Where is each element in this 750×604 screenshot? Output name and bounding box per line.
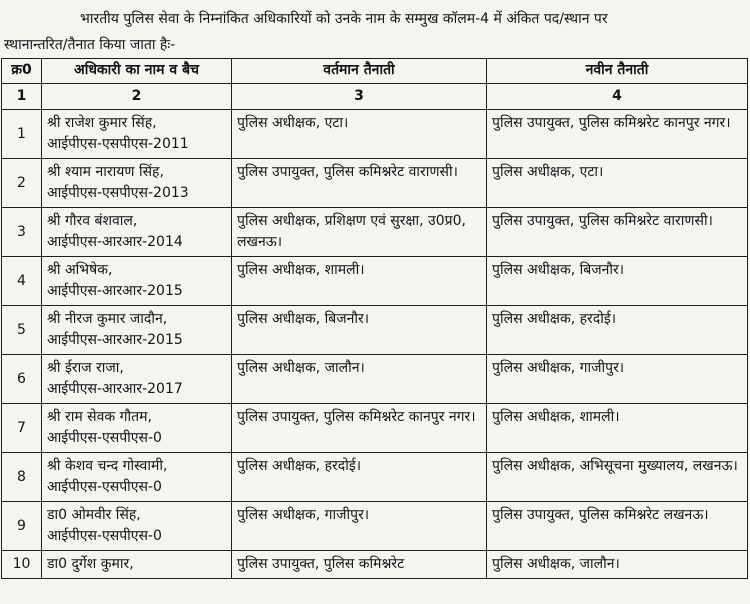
officer-name: श्री श्याम नारायण सिंह,: [47, 164, 164, 180]
column-number: 4: [487, 84, 748, 110]
officer-cell: [42, 355, 232, 404]
intro-paragraph: [4, 6, 744, 58]
current-posting-cell: पुलिस उपायुक्त, पुलिस कमिश्नरेट: [232, 551, 487, 579]
serial-cell: 8: [2, 453, 42, 502]
officer-batch: आईपीएस-एसपीएस-0: [47, 528, 162, 544]
officer-name: श्री अभिषेक,: [47, 262, 113, 278]
table-row: [2, 404, 748, 453]
current-posting-cell: पुलिस अधीक्षक, हरदोई।: [232, 453, 487, 502]
officer-name: डा0 दुर्गेश कुमार,: [47, 556, 134, 572]
officer-cell: [42, 110, 232, 159]
table-row: [2, 257, 748, 306]
header-current-posting: वर्तमान तैनाती: [232, 59, 487, 84]
officer-cell: [42, 453, 232, 502]
table-row: [2, 502, 748, 551]
officer-name: श्री गौरव बंशवाल,: [47, 213, 138, 229]
officer-batch: आईपीएस-एसपीएस-0: [47, 479, 162, 495]
intro-line-1: भारतीय पुलिस सेवा के निम्नांकित अधिकारियों को उनके नाम के सम्मुख कॉलम-4 में अंकित पद/स्थान पर: [80, 11, 608, 27]
table-row: [2, 551, 748, 579]
column-number: 3: [232, 84, 487, 110]
officer-batch: आईपीएस-आरआर-2017: [47, 381, 183, 397]
new-posting-cell: पुलिस अधीक्षक, शामली।: [487, 404, 748, 453]
header-new-posting: नवीन तैनाती: [487, 59, 748, 84]
officer-name: श्री राजेश कुमार सिंह,: [47, 115, 157, 131]
officer-name: श्री नीरज कुमार जादौन,: [47, 311, 168, 327]
serial-cell: 4: [2, 257, 42, 306]
new-posting-cell: पुलिस अधीक्षक, अभिसूचना मुख्यालय, लखनऊ।: [487, 453, 748, 502]
serial-cell: 7: [2, 404, 42, 453]
current-posting-cell: पुलिस अधीक्षक, गाजीपुर।: [232, 502, 487, 551]
column-number: 2: [42, 84, 232, 110]
header-row: [2, 59, 748, 84]
officer-name: श्री राम सेवक गौतम,: [47, 409, 152, 425]
officer-name: डा0 ओमवीर सिंह,: [47, 507, 141, 523]
current-posting-cell: पुलिस अधीक्षक, शामली।: [232, 257, 487, 306]
serial-cell: 3: [2, 208, 42, 257]
serial-cell: 1: [2, 110, 42, 159]
serial-cell: 5: [2, 306, 42, 355]
officer-batch: आईपीएस-एसपीएस-2013: [47, 185, 189, 201]
officer-name: श्री ईराज राजा,: [47, 360, 124, 376]
column-number: 1: [2, 84, 42, 110]
serial-cell: 2: [2, 159, 42, 208]
serial-cell: 6: [2, 355, 42, 404]
officer-cell: [42, 257, 232, 306]
current-posting-cell: पुलिस उपायुक्त, पुलिस कमिश्नरेट वाराणसी।: [232, 159, 487, 208]
officer-cell: [42, 551, 232, 579]
table-row: [2, 110, 748, 159]
current-posting-cell: पुलिस अधीक्षक, जालौन।: [232, 355, 487, 404]
officer-cell: [42, 404, 232, 453]
new-posting-cell: पुलिस अधीक्षक, बिजनौर।: [487, 257, 748, 306]
intro-line-2: स्थानान्तरित/तैनात किया जाता हैः-: [4, 37, 176, 53]
table-row: [2, 453, 748, 502]
new-posting-cell: पुलिस अधीक्षक, गाजीपुर।: [487, 355, 748, 404]
officer-cell: [42, 208, 232, 257]
officer-batch: आईपीएस-एसपीएस-0: [47, 430, 162, 446]
table-row: [2, 306, 748, 355]
new-posting-cell: पुलिस उपायुक्त, पुलिस कमिश्नरेट लखनऊ।: [487, 502, 748, 551]
officer-cell: [42, 306, 232, 355]
header-name-batch: अधिकारी का नाम व बैच: [42, 59, 232, 84]
new-posting-cell: पुलिस उपायुक्त, पुलिस कमिश्नरेट वाराणसी।: [487, 208, 748, 257]
new-posting-cell: पुलिस उपायुक्त, पुलिस कमिश्नरेट कानपुर नगर।: [487, 110, 748, 159]
table-row: [2, 208, 748, 257]
officer-batch: आईपीएस-आरआर-2015: [47, 283, 183, 299]
current-posting-cell: पुलिस उपायुक्त, पुलिस कमिश्नरेट कानपुर नगर।: [232, 404, 487, 453]
transfer-table: [1, 58, 748, 579]
current-posting-cell: पुलिस अधीक्षक, एटा।: [232, 110, 487, 159]
officer-cell: [42, 502, 232, 551]
current-posting-cell: पुलिस अधीक्षक, बिजनौर।: [232, 306, 487, 355]
serial-cell: 9: [2, 502, 42, 551]
officer-batch: आईपीएस-एसपीएस-2011: [47, 136, 189, 152]
officer-batch: आईपीएस-आरआर-2015: [47, 332, 183, 348]
current-posting-cell: पुलिस अधीक्षक, प्रशिक्षण एवं सुरक्षा, उ0प्र0, लखनऊ।: [232, 208, 487, 257]
serial-cell: 10: [2, 551, 42, 579]
officer-batch: आईपीएस-आरआर-2014: [47, 234, 183, 250]
officer-cell: [42, 159, 232, 208]
officer-name: श्री केशव चन्द गोस्वामी,: [47, 458, 168, 474]
header-serial: क्र0: [2, 59, 42, 84]
new-posting-cell: पुलिस अधीक्षक, जालौन।: [487, 551, 748, 579]
new-posting-cell: पुलिस अधीक्षक, एटा।: [487, 159, 748, 208]
column-number-row: [2, 84, 748, 110]
new-posting-cell: पुलिस अधीक्षक, हरदोई।: [487, 306, 748, 355]
table-row: [2, 159, 748, 208]
table-row: [2, 355, 748, 404]
